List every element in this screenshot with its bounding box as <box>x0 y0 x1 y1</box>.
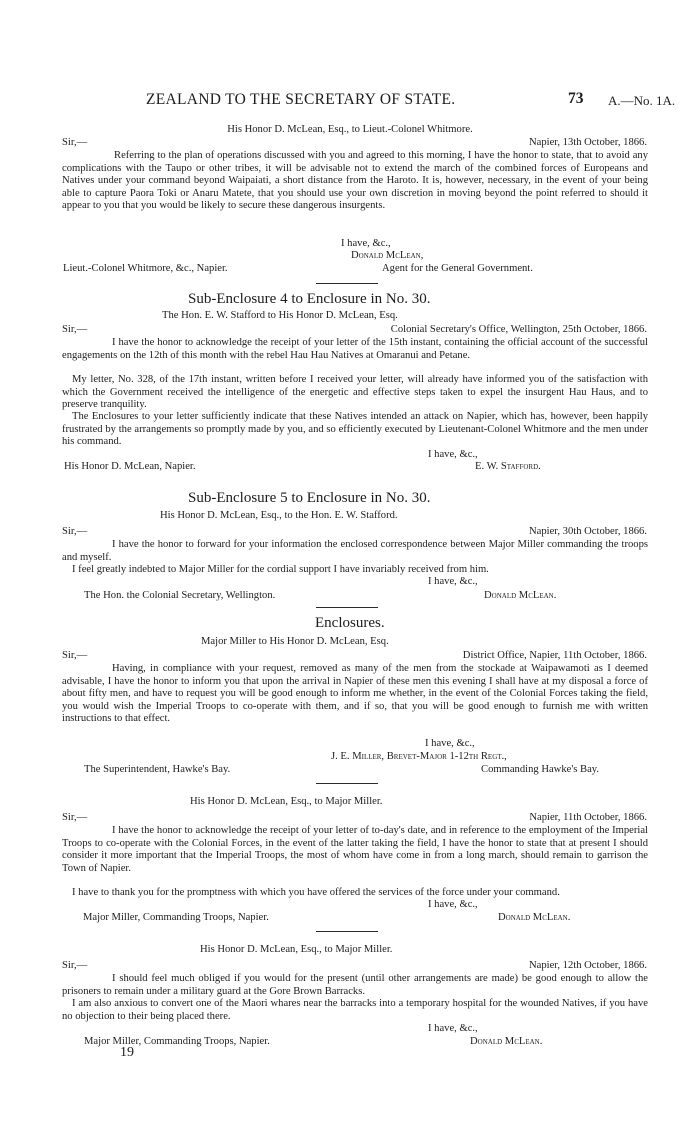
closing: I have, &c., <box>428 1023 478 1034</box>
salutation: Sir,— <box>62 650 88 661</box>
paragraph: I should feel much obliged if you would for the present (until other arrangements are made) be good enough to allow the prisoners to remain under a military guard at the Gore Brown Barracks. <box>62 973 648 997</box>
addressee: His Honor D. McLean, Napier. <box>64 461 196 472</box>
paragraph: Having, in compliance with your request, removed as many of the men from the stockade at Waipawamoti as I deemed advisable, I have the honor to inform you that upon the arrival in Napier of these men this evening I shall have at my disposal a force of about fifty men, and have to request you will be good enough to inform me whether, in the event of the Colonial Forces taking the field, you would wish the Imperial Troops to co-operate with them, and if so, that you will be good enough to furnish me with written instructions to that effect. <box>62 663 648 724</box>
closing: I have, &c., <box>428 449 478 460</box>
addressee: Major Miller, Commanding Troops, Napier. <box>83 912 269 923</box>
dateline: Napier, 13th October, 1866. <box>528 137 647 148</box>
letter-heading: His Honor D. McLean, Esq., to Major Miller. <box>190 796 383 807</box>
section-divider <box>316 607 378 608</box>
closing: I have, &c., <box>428 576 478 587</box>
paragraph: I have the honor to forward for your information the enclosed correspondence between Major Miller commanding the troops and myself. <box>62 539 648 563</box>
closing: I have, &c., <box>425 738 475 749</box>
letter-heading: His Honor D. McLean, Esq., to Major Miller. <box>200 944 393 955</box>
letter-heading: Major Miller to His Honor D. McLean, Esq. <box>201 636 389 647</box>
salutation: Sir,— <box>62 812 88 823</box>
dateline: District Office, Napier, 11th October, 1866. <box>462 650 647 661</box>
dateline: Colonial Secretary's Office, Wellington, 25th October, 1866. <box>390 324 647 335</box>
signature: Donald McLean. <box>470 1036 543 1047</box>
closing: I have, &c., <box>428 899 478 910</box>
signature: Donald McLean, <box>351 250 424 261</box>
salutation: Sir,— <box>62 137 88 148</box>
page-header-title: ZEALAND TO THE SECRETARY OF STATE. <box>146 91 456 108</box>
printer-signature-mark: 19 <box>120 1045 134 1060</box>
addressee: Major Miller, Commanding Troops, Napier. <box>84 1036 270 1047</box>
letter-heading: The Hon. E. W. Stafford to His Honor D. McLean, Esq. <box>162 310 398 321</box>
paragraph: The Enclosures to your letter sufficiently indicate that these Natives intended an attack on Napier, which has, however, been happily frustrated by the arrangements so promptly made by you, and so efficiently executed by Lieutenant-Colonel Whitmore and the men under his command. <box>62 411 648 447</box>
section-title: Sub-Enclosure 5 to Enclosure in No. 30. <box>188 490 431 506</box>
addressee: The Hon. the Colonial Secretary, Wellington. <box>84 590 276 601</box>
closing: I have, &c., <box>341 238 391 249</box>
letter-heading: His Honor D. McLean, Esq., to Lieut.-Colonel Whitmore. <box>227 124 473 135</box>
salutation: Sir,— <box>62 324 88 335</box>
salutation: Sir,— <box>62 526 88 537</box>
signature: E. W. Stafford. <box>475 461 541 472</box>
section-divider <box>316 783 378 784</box>
addressee: The Superintendent, Hawke's Bay. <box>84 764 231 775</box>
signature-title: Agent for the General Government. <box>382 263 533 274</box>
dateline: Napier, 11th October, 1866. <box>529 812 647 823</box>
document-reference: A.—No. 1A. <box>608 93 676 108</box>
page-number: 73 <box>568 90 584 107</box>
salutation: Sir,— <box>62 960 88 971</box>
section-divider <box>316 283 378 284</box>
dateline: Napier, 12th October, 1866. <box>528 960 647 971</box>
section-title: Enclosures. <box>315 615 385 631</box>
signature: J. E. Miller, Brevet-Major 1-12th Regt., <box>331 751 507 762</box>
paragraph: I have to thank you for the promptness with which you have offered the services of the force under your command. <box>72 887 560 898</box>
addressee: Lieut.-Colonel Whitmore, &c., Napier. <box>63 263 228 274</box>
paragraph: Referring to the plan of operations discussed with you and agreed to this morning, I have the honor to state, that to avoid any complications with the Taupo or other tribes, it will be advisable not to extend the march of the combined forces of Europeans and Natives under your command beyond Waipaiati, a short distance from the Haroto. It is, however, necessary, in the event of your being able to capture Paora Toki or Anaru Matete, that you should use your own discretion in moving beyond the point referred to should it appear to you that you would be likely to secure these dangerous insurgents. <box>62 150 648 211</box>
paragraph: I have the honor to acknowledge the receipt of your letter of the 15th instant, containing the official account of the successful engagements on the 12th of this month with the rebel Hau Hau Natives at Omaranui and Petane. <box>62 337 648 361</box>
paragraph: I feel greatly indebted to Major Miller for the cordial support I have invariably received from him. <box>72 564 489 575</box>
signature: Donald McLean. <box>498 912 571 923</box>
letter-heading: His Honor D. McLean, Esq., to the Hon. E. W. Stafford. <box>160 510 398 521</box>
signature-title: Commanding Hawke's Bay. <box>481 764 600 775</box>
paragraph: I have the honor to acknowledge the receipt of your letter of to-day's date, and in reference to the employment of the Imperial Troops to co-operate with the Colonial Forces, in the event of the latter taking the field, I have the honor to state that at present I should consider it more important that the Imperial Troops, the most of whom have come in from a long march, should remain to garrison the Town of Napier. <box>62 825 648 874</box>
paragraph: My letter, No. 328, of the 17th instant, written before I received your letter, will already have informed you of the satisfaction with which the Government received the intelligence of the energetic and effective steps taken to expel the insurgent Hau Haus, and to preserve tranquility. <box>62 374 648 410</box>
section-divider <box>316 931 378 932</box>
section-title: Sub-Enclosure 4 to Enclosure in No. 30. <box>188 291 431 307</box>
signature: Donald McLean. <box>484 590 557 601</box>
dateline: Napier, 30th October, 1866. <box>528 526 647 537</box>
paragraph: I am also anxious to convert one of the Maori whares near the barracks into a temporary hospital for the wounded Natives, if you have no objection to their being placed there. <box>62 998 648 1022</box>
